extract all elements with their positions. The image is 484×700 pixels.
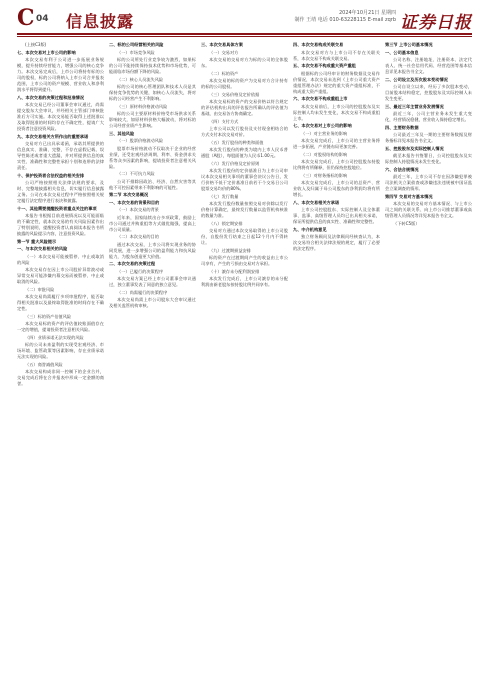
- article-paragraph: 本报告书根据目前进展情况以及可能面临的不确定性，就本次交易的有关风险因素作出了特别说明，提醒投资者认真阅读本报告书所披露的风险提示内容，注意投资风险。: [17, 213, 104, 236]
- header-rule: [17, 33, 472, 35]
- article-paragraph: （七）发行数量: [209, 193, 239, 199]
- article-paragraph: 本次交易标的资产的评估值较账面值存在一定的增值，提请投资者注意相关风险。: [17, 321, 104, 332]
- article-paragraph: 五、本次交易不构成重大资产重组: [293, 63, 356, 68]
- article-paragraph: 本次交易对方与上市公司不存在关联关系，本次交易不构成关联交易。: [293, 49, 380, 61]
- article-paragraph: （四）支付方式: [209, 118, 239, 124]
- article-paragraph: （一）市场竞争风险: [117, 49, 155, 55]
- article-paragraph: 公司严格按照相关法律法规的要求，及时、完整地披露相关信息，切实履行信息披露义务。公司在本次交易过程中严格按照相关规定履行法定程序进行表决和披露。: [17, 180, 104, 203]
- article-paragraph: 标的公司所处行业竞争较为激烈，如果标的公司不能持续保持技术优势和市场优势，可能面临市场份额下降的风险。: [109, 57, 196, 74]
- text-columns: [17, 42, 472, 690]
- article-paragraph: （一）本次交易的背景: [117, 207, 159, 212]
- article-paragraph: （十）滚存未分配利润安排: [209, 268, 260, 274]
- article-paragraph: 交易对方已出具承诺函，承诺其所提供的信息真实、准确、完整，不存在虚假记载、误导性陈述或者重大遗漏，并对所提供信息的真实性、准确性和完整性承担个别和连带的法律责任。: [17, 141, 104, 170]
- article-paragraph: 十、保护投资者合法权益的相关安排: [17, 172, 85, 178]
- article-paragraph: 一、本次交易的背景和目的: [109, 199, 160, 205]
- article-paragraph: 一、公司基本信息: [385, 49, 419, 55]
- article-paragraph: 本次交易已经公司董事会审议通过，尚需提交股东大会审议，并经相关主管部门审核批准后方可实施。本次交易能否取得上述批准以及取得批准的时间均存在不确定性，提请广大投资者注意投资风险。: [17, 102, 104, 131]
- article-paragraph: （二）对股权结构的影响: [301, 151, 348, 157]
- masthead: [0, 0, 484, 40]
- article-paragraph: 标的公司的核心管理团队和技术人员是其保持竞争优势的关键，如核心人员流失，将对标的公司经营产生不利影响。: [109, 84, 196, 101]
- section-title: 信息披露: [66, 12, 135, 31]
- article-paragraph: 七、本次交易对上市公司的影响: [17, 49, 76, 55]
- article-paragraph: 本次发行股份的种类为境内上市人民币普通股（A股），每股面值为人民币1.00元。: [201, 147, 288, 158]
- article-paragraph: （二）核心人员流失风险: [117, 76, 164, 82]
- article-paragraph: 股票市场价格波动不仅取决于企业的经营业绩，还受宏观经济周期、利率、资金供求关系等众多因素的影响，提请投资者注意相关风险。: [109, 145, 196, 169]
- article-paragraph: 六、合法合规情况: [385, 166, 419, 172]
- article-paragraph: 独立财务顾问及法律顾问经核查认为，本次交易符合相关法律法规的规定，履行了必要的法定程序。: [293, 234, 380, 251]
- article-paragraph: 二、公司设立及历次股本变动情况: [385, 76, 448, 82]
- article-paragraph: 本次交易尚需履行多项审批程序，能否取得相关批准以及最终取得批准的时间存在不确定性。: [17, 294, 104, 311]
- article-paragraph: 本次发行股份数量按照交易对价除以发行价格计算确定，最终发行数量以监管机构核准的数量为准。: [201, 201, 288, 218]
- article-paragraph: (上接C3版): [25, 42, 47, 47]
- article-paragraph: 本次交易存在因上市公司股价异常波动或异常交易可能涉嫌内幕交易而被暂停、中止或取消的风险。: [17, 267, 104, 284]
- article-paragraph: （八）锁定期安排: [209, 220, 243, 226]
- article-paragraph: 本次交易有利于公司进一步拓展业务规模，提升持续经营能力，增强公司的核心竞争力。本次交易完成后，上市公司将持有标的公司的股权，标的公司将纳入上市公司合并报表范围，上市公司的资产规模、营业收入和净利润水平将得到提升。: [17, 57, 104, 92]
- page-letter: C: [17, 5, 35, 31]
- article-paragraph: 七、本次交易对上市公司的影响: [293, 123, 352, 128]
- article-paragraph: （三）交易价格及定价依据: [209, 91, 260, 97]
- article-paragraph: （三）对财务指标的影响: [301, 172, 348, 178]
- article-paragraph: （一）交易对方: [209, 49, 239, 55]
- article-paragraph: 本次发行股份的定价基准日为上市公司审议本次交易相关事项的董事会决议公告日，发行价格不低于定价基准日前若干个交易日公司股票交易均价的80%。: [201, 168, 288, 191]
- article-paragraph: 一、与本次交易相关的风险: [17, 246, 68, 251]
- column-1: [17, 42, 104, 690]
- article-paragraph: 最近三年，公司主营业务未发生重大变化，经营情况稳健，营业收入保持稳定增长。: [385, 111, 472, 122]
- article-paragraph: 标的公司未来盈利的实现受宏观经济、市场环境、监管政策等因素影响，存在业绩承诺无法实现的风险。: [17, 342, 104, 359]
- article-paragraph: （一）股票价格波动风险: [117, 138, 164, 143]
- article-paragraph: （五）商誉减值风险: [25, 361, 63, 367]
- article-paragraph: 本次交易的交易对方基本情况、与上市公司之间的关联关系、向上市公司推荐董事或高级管理人员情况等详见本报告书全文。: [385, 201, 472, 218]
- article-paragraph: （五）发行股份的种类和面值: [209, 139, 264, 145]
- article-paragraph: 六、本次交易不构成重组上市: [293, 96, 348, 101]
- article-paragraph: 本次交易前后，上市公司的控股股东及实际控制人均未发生变化，本次交易不构成重组上市。: [293, 103, 380, 121]
- article-paragraph: 三、其他风险: [109, 130, 135, 136]
- article-paragraph: （四）业绩承诺无法实现的风险: [25, 334, 84, 340]
- article-paragraph: 本次交易尚需上市公司股东大会审议通过及相关监管机构审核。: [109, 297, 196, 308]
- article-paragraph: （二）尚需履行的决策程序: [117, 289, 168, 295]
- article-paragraph: 二、标的公司经营相关的风险: [109, 42, 164, 47]
- article-paragraph: 十一、其他需要提醒投资者重点关注的事项: [17, 205, 97, 211]
- article-paragraph: 五、控股股东及实际控制人情况: [385, 145, 444, 151]
- article-paragraph: 本次交易标的资产的交易价格以符合规定的评估机构出具的评估报告所确认的评估值为基础，由交易各方协商确定。: [201, 99, 288, 116]
- article-paragraph: 通过本次交易，上市公司将实现业务的协同发展，进一步增强公司的盈利能力和抗风险能力，为股东创造更大价值。: [109, 241, 196, 259]
- header-meta: [256, 10, 396, 24]
- header-rule-thin: [17, 36, 472, 37]
- article-paragraph: 本次交易完成后，上市公司的总资产、营业收入及归属于母公司股东的净利润均将有所增长。: [293, 180, 380, 197]
- article-paragraph: 第四节 交易对方基本情况: [385, 193, 433, 199]
- article-paragraph: 本次交易方案已经上市公司董事会审议通过，独立董事发表了同意的独立意见。: [109, 276, 196, 287]
- brand-logo: 证券日报: [400, 13, 472, 33]
- article-paragraph: 本次发行完成后，上市公司滚存的未分配利润由新老股东按持股比例共同享有。: [201, 276, 288, 287]
- column-5: [385, 42, 472, 690]
- article-paragraph: （三）原材料价格波动风险: [117, 103, 168, 109]
- article-paragraph: 四、本次交易构成关联交易: [293, 42, 344, 47]
- article-paragraph: 公司不排除因政治、经济、自然灾害等其他不可控因素带来不利影响的可能性。: [109, 178, 196, 190]
- article-paragraph: 四、主要财务数据: [385, 124, 419, 130]
- column-3: [201, 42, 288, 690]
- article-paragraph: 公司名称、注册地址、注册资本、法定代表人、统一社会信用代码、经营范围等基本信息详见本报告书全文。: [385, 57, 472, 74]
- article-paragraph: 截至本报告书签署日，公司控股股东及实际控制人持股情况未发生变化。: [385, 153, 472, 164]
- editor-contact: 制作 王靖 电话 010-63228115 E-mail zqrb: [294, 17, 396, 23]
- article-paragraph: （一）本次交易可能被暂停、中止或取消的风险: [17, 253, 104, 265]
- issue-date: 2024年10月21日 星期四: [338, 10, 396, 16]
- article-paragraph: 本次交易完成后，上市公司控股股东持股比例将有所稀释，但仍保持控股地位。: [293, 159, 380, 170]
- article-paragraph: （一）对主营业务的影响: [301, 130, 348, 136]
- article-paragraph: （二）本次交易的目的: [117, 234, 159, 239]
- article-paragraph: （二）审批风险: [25, 286, 55, 292]
- article-paragraph: 二、本次交易的决策过程: [109, 261, 156, 266]
- article-paragraph: 三、本次交易具体方案: [201, 42, 243, 47]
- article-paragraph: （九）过渡期损益安排: [209, 247, 251, 253]
- article-paragraph: 标的资产在过渡期间产生的收益由上市公司享有，产生的亏损由交易对方承担。: [201, 255, 288, 266]
- article-paragraph: 八、本次交易的决策过程和批准情况: [17, 94, 85, 100]
- article-paragraph: 交易对方通过本次交易取得的上市公司股份，自股份发行结束之日起12个月内不得转让。: [201, 228, 288, 245]
- article-paragraph: 标的公司主要原材料价格受市场供求关系影响较大，如原材料价格大幅波动，将对标的公司经营业绩产生影响。: [109, 111, 196, 128]
- article-paragraph: 第三节 上市公司基本情况: [385, 42, 433, 47]
- article-paragraph: （三）标的资产估值风险: [25, 313, 72, 319]
- article-paragraph: 公司自设立以来，经历了多次股本变动，目前股本结构稳定，控股股东及实际控制人未发生变更。: [385, 84, 472, 101]
- article-paragraph: 本次交易的交易对方为标的公司的全体股东。: [201, 57, 288, 68]
- article-paragraph: 本次交易完成后，上市公司的主营业务将进一步拓展，产业链布局更加完善。: [293, 138, 380, 149]
- article-paragraph: 第一节 重大风险提示: [17, 238, 57, 244]
- page-number: 04: [36, 14, 49, 24]
- article-paragraph: 三、最近三年主营业务发展情况: [385, 103, 444, 109]
- article-paragraph: 上市公司控股股东、实际控制人及全体董事、监事、高级管理人员均已出具相关承诺，保证所提供信息的真实性、准确性和完整性。: [293, 207, 380, 224]
- article-paragraph: 公司最近三年及一期的主要财务数据及财务指标详见本报告书全文。: [385, 132, 472, 143]
- article-paragraph: 最近三年，上市公司不存在因涉嫌犯罪被司法机关立案侦查或涉嫌违法违规被中国证监会立案调查的情形。: [385, 174, 472, 191]
- article-paragraph: （六）发行价格及定价原则: [209, 160, 260, 166]
- article-paragraph: 近年来，国家陆续出台多项政策，鼓励上市公司通过并购重组等方式做优做强，提高上市公司质量。: [109, 214, 196, 232]
- article-paragraph: （二）不可抗力风险: [117, 171, 155, 176]
- article-paragraph: 九、本次交易相关方所作出的重要承诺: [17, 133, 89, 139]
- article-paragraph: 本次交易构成非同一控制下的企业合并，交易完成后将在合并报表中形成一定金额的商誉。: [17, 369, 104, 386]
- article-paragraph: 本次交易的标的资产为交易对方合计持有的标的公司股权。: [201, 78, 288, 89]
- article-paragraph: 根据标的公司经审计的财务数据及交易作价情况，本次交易未达到《上市公司重大资产重组管理办法》规定的重大资产重组标准，不构成重大资产重组。: [293, 70, 380, 94]
- article-paragraph: （下转C5版）: [393, 220, 420, 226]
- article-paragraph: 九、中介机构意见: [293, 226, 327, 232]
- column-2: [109, 42, 196, 690]
- article-paragraph: （二）标的资产: [209, 70, 239, 76]
- article-paragraph: 第二节 本次交易概况: [109, 192, 149, 197]
- article-paragraph: 上市公司以发行股份及支付现金相结合的方式支付本次交易对价。: [201, 126, 288, 137]
- article-paragraph: 八、本次交易相关方承诺: [293, 199, 340, 205]
- article-paragraph: （一）已履行的决策程序: [117, 268, 164, 274]
- column-4: [293, 42, 380, 690]
